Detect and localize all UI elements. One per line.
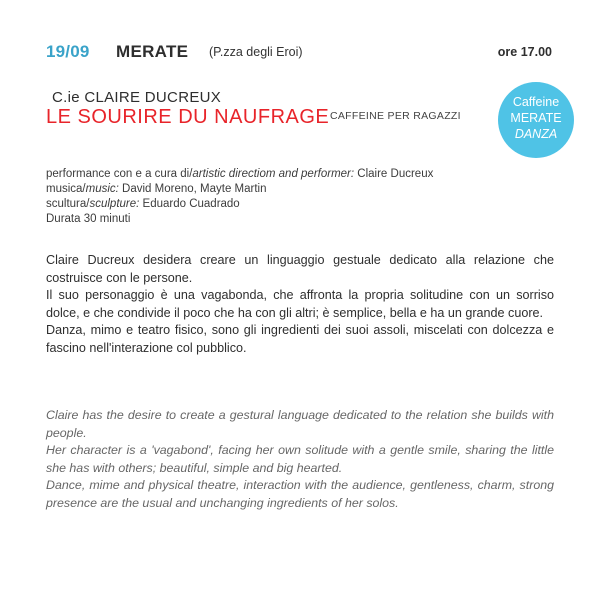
event-date: 19/09 <box>46 42 90 61</box>
credit-music <box>46 182 566 197</box>
badge-line-1: Caffeine <box>512 95 560 109</box>
show-title: LE SOURIRE DU NAUFRAGE <box>46 106 330 128</box>
italian-paragraph: Danza, mimo e teatro fisico, sono gli ingredienti dei suoi assoli, miscelati con dolcezza e fascino nell'interazione col pubblico. <box>46 323 554 355</box>
festival-badge <box>498 82 574 158</box>
company-name: C.ie CLAIRE DUCREUX <box>52 89 222 106</box>
english-paragraph: Claire has the desire to create a gestural language dedicated to the relation she builds with people. <box>46 408 554 440</box>
credit-value: David Moreno, Mayte Martin <box>118 183 267 195</box>
event-time: ore 17.00 <box>497 45 552 59</box>
credit-label-en: sculpture: <box>89 198 140 210</box>
event-venue: (P.zza degli Eroi) <box>209 45 303 59</box>
credit-sculpture <box>46 197 566 212</box>
show-subtitle: CAFFEINE PER RAGAZZI <box>330 110 461 122</box>
credit-label-it: musica/ <box>46 183 86 195</box>
credit-label-it: performance con e a cura di/ <box>46 168 193 180</box>
english-paragraph: Dance, mime and physical theatre, interaction with the audience, gentleness, charm, strong presence are the usual and unchanging ingredients of her solos. <box>46 478 554 510</box>
event-header <box>46 42 552 64</box>
italian-paragraph: Claire Ducreux desidera creare un linguaggio gestuale dedicato alla relazione che costruisce con le persone. <box>46 253 554 285</box>
credit-label-en: artistic directiom and performer: <box>192 168 355 180</box>
credit-label-en: music: <box>85 183 119 195</box>
italian-description <box>46 252 554 357</box>
badge-line-2: MERATE <box>510 111 562 125</box>
credit-value: Eduardo Cuadrado <box>139 198 240 210</box>
credit-value: Claire Ducreux <box>354 168 434 180</box>
credit-performer <box>46 167 566 182</box>
credit-label-it: scultura/ <box>46 198 90 210</box>
english-paragraph: Her character is a 'vagabond', facing her own solitude with a gentle smile, sharing the little she has with others; beautiful, simple and big hearted. <box>46 443 554 475</box>
badge-line-3: DANZA <box>514 127 558 141</box>
italian-paragraph: Il suo personaggio è una vagabonda, che affronta la propria solitudine con un sorriso dolce, e che condivide il poco che ha con gli altri; è semplice, bella e ha un grande cuore. <box>46 288 554 320</box>
event-city: MERATE <box>116 42 189 61</box>
credit-duration: Durata 30 minuti <box>46 213 131 225</box>
english-description <box>46 407 554 512</box>
credits-block <box>46 167 566 227</box>
